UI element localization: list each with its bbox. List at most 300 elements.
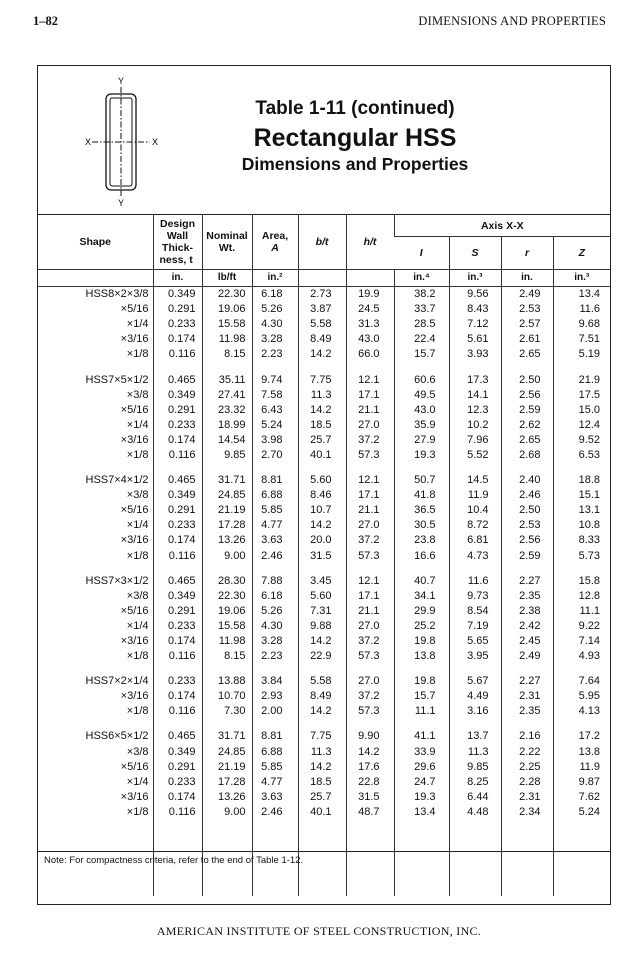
- table-row: [38, 745, 610, 760]
- cell-shape: ×5/16: [120, 303, 149, 316]
- cell-s: 5.61: [449, 332, 501, 347]
- cell-shape: ×3/8: [126, 589, 149, 602]
- cell-bt: 5.58: [298, 664, 346, 689]
- cell-ht: 27.0: [346, 518, 394, 533]
- cell-a: 2.46: [252, 549, 298, 564]
- cell-z: 18.8: [553, 463, 610, 488]
- table-row: [38, 760, 610, 775]
- cell-a: 3.84: [252, 664, 298, 689]
- cell-ht: 17.1: [346, 388, 394, 403]
- cell-s: 9.73: [449, 589, 501, 604]
- cell-t: 0.465: [153, 362, 202, 387]
- cell-i: 43.0: [394, 403, 449, 418]
- cell-wt: 22.30: [202, 589, 252, 604]
- table-row: [38, 619, 610, 634]
- table-row: [38, 518, 610, 533]
- cell-i: 38.2: [394, 287, 449, 303]
- cell-s: 12.3: [449, 403, 501, 418]
- cell-i: 19.3: [394, 448, 449, 463]
- cell-shape: HSS7×5×1/2: [85, 373, 149, 386]
- cell-bt: 8.49: [298, 689, 346, 704]
- cell-bt: 18.5: [298, 775, 346, 790]
- table-row: [38, 704, 610, 719]
- cell-i: 60.6: [394, 362, 449, 387]
- cell-bt: 5.60: [298, 589, 346, 604]
- cell-z: 15.1: [553, 488, 610, 503]
- cell-wt: 8.15: [202, 347, 252, 362]
- cell-i: 33.9: [394, 745, 449, 760]
- cell-shape: ×3/16: [120, 534, 149, 547]
- cell-a: 4.77: [252, 518, 298, 533]
- cell-wt: 8.15: [202, 649, 252, 664]
- cell-i: 27.9: [394, 433, 449, 448]
- cell-bt: 11.3: [298, 388, 346, 403]
- header-shape: Shape: [38, 215, 153, 270]
- cell-bt: 40.1: [298, 805, 346, 820]
- cell-a: 6.43: [252, 403, 298, 418]
- x-axis-label-left: X: [84, 137, 92, 147]
- cell-bt: 20.0: [298, 533, 346, 548]
- cell-r: 2.40: [501, 463, 553, 488]
- cell-z: 8.33: [553, 533, 610, 548]
- cell-wt: 14.54: [202, 433, 252, 448]
- cell-r: 2.22: [501, 745, 553, 760]
- cell-r: 2.59: [501, 403, 553, 418]
- cell-t: 0.233: [153, 775, 202, 790]
- cell-z: 10.8: [553, 518, 610, 533]
- cell-z: 12.8: [553, 589, 610, 604]
- cell-i: 25.2: [394, 619, 449, 634]
- cell-s: 4.48: [449, 805, 501, 820]
- page-footer: AMERICAN INSTITUTE OF STEEL CONSTRUCTION, INC.: [156, 924, 482, 938]
- cell-shape: ×5/16: [120, 760, 149, 773]
- cell-z: 9.52: [553, 433, 610, 448]
- cell-r: 2.68: [501, 448, 553, 463]
- cell-r: 2.35: [501, 589, 553, 604]
- cell-t: 0.233: [153, 518, 202, 533]
- cell-a: 6.88: [252, 488, 298, 503]
- table-row: [38, 302, 610, 317]
- cell-a: 2.46: [252, 805, 298, 820]
- cell-ht: 31.3: [346, 317, 394, 332]
- cell-t: 0.174: [153, 790, 202, 805]
- cell-shape: ×1/4: [126, 775, 149, 788]
- cell-a: 2.00: [252, 704, 298, 719]
- cell-a: 2.23: [252, 649, 298, 664]
- cell-i: 35.9: [394, 418, 449, 433]
- cell-t: 0.233: [153, 418, 202, 433]
- cell-i: 30.5: [394, 518, 449, 533]
- cell-s: 9.56: [449, 287, 501, 303]
- cell-z: 7.51: [553, 332, 610, 347]
- cell-z: 17.5: [553, 388, 610, 403]
- table-row: [38, 403, 610, 418]
- cell-s: 6.44: [449, 790, 501, 805]
- y-axis-label-bottom: Y: [117, 198, 125, 208]
- cell-wt: 9.85: [202, 448, 252, 463]
- cell-wt: 17.28: [202, 775, 252, 790]
- cell-shape: HSS7×4×1/2: [85, 474, 149, 487]
- cell-wt: 11.98: [202, 634, 252, 649]
- cell-bt: 14.2: [298, 403, 346, 418]
- cell-bt: 14.2: [298, 634, 346, 649]
- cell-r: 2.65: [501, 347, 553, 362]
- cell-z: 7.64: [553, 664, 610, 689]
- cell-s: 14.5: [449, 463, 501, 488]
- cell-i: 41.1: [394, 719, 449, 744]
- header-z: Z: [553, 237, 610, 270]
- cell-shape: ×5/16: [120, 403, 149, 416]
- cell-bt: 5.60: [298, 463, 346, 488]
- cell-s: 10.2: [449, 418, 501, 433]
- cell-a: 2.70: [252, 448, 298, 463]
- cell-r: 2.61: [501, 332, 553, 347]
- cell-z: 15.8: [553, 564, 610, 589]
- cell-wt: 27.41: [202, 388, 252, 403]
- cell-bt: 9.88: [298, 619, 346, 634]
- cell-s: 11.3: [449, 745, 501, 760]
- cell-a: 6.18: [252, 589, 298, 604]
- table-row: [38, 604, 610, 619]
- cell-a: 2.93: [252, 689, 298, 704]
- cell-r: 2.34: [501, 805, 553, 820]
- cell-ht: 37.2: [346, 433, 394, 448]
- cell-i: 36.5: [394, 503, 449, 518]
- cell-bt: 8.46: [298, 488, 346, 503]
- cell-a: 5.24: [252, 418, 298, 433]
- cell-ht: 21.1: [346, 403, 394, 418]
- cell-a: 7.88: [252, 564, 298, 589]
- cell-z: 7.62: [553, 790, 610, 805]
- cell-s: 3.95: [449, 649, 501, 664]
- cell-wt: 9.00: [202, 805, 252, 820]
- cell-a: 9.74: [252, 362, 298, 387]
- cell-z: 6.53: [553, 448, 610, 463]
- cell-z: 5.73: [553, 549, 610, 564]
- cell-z: 13.1: [553, 503, 610, 518]
- cell-ht: 37.2: [346, 634, 394, 649]
- header-s: S: [449, 237, 501, 270]
- unit-area: in.²: [252, 270, 298, 287]
- cell-a: 5.85: [252, 760, 298, 775]
- cell-i: 41.8: [394, 488, 449, 503]
- cell-wt: 31.71: [202, 719, 252, 744]
- table-row: [38, 488, 610, 503]
- cell-ht: 12.1: [346, 564, 394, 589]
- cell-ht: 31.5: [346, 790, 394, 805]
- header-i: I: [419, 247, 423, 259]
- cell-shape: ×1/8: [126, 650, 149, 663]
- table-subtitle: Dimensions and Properties: [241, 154, 469, 174]
- cell-ht: 48.7: [346, 805, 394, 820]
- cell-t: 0.349: [153, 589, 202, 604]
- cell-t: 0.233: [153, 619, 202, 634]
- cell-i: 19.8: [394, 634, 449, 649]
- cell-r: 2.38: [501, 604, 553, 619]
- header-area: Area, A: [252, 215, 298, 270]
- cell-bt: 22.9: [298, 649, 346, 664]
- cell-wt: 17.28: [202, 518, 252, 533]
- cell-s: 10.4: [449, 503, 501, 518]
- cell-wt: 15.58: [202, 317, 252, 332]
- cell-ht: 57.3: [346, 649, 394, 664]
- cell-z: 5.19: [553, 347, 610, 362]
- cell-s: 3.93: [449, 347, 501, 362]
- cell-i: 33.7: [394, 302, 449, 317]
- cell-ht: 57.3: [346, 549, 394, 564]
- cell-t: 0.174: [153, 433, 202, 448]
- table-frame: [37, 65, 611, 905]
- cell-s: 9.85: [449, 760, 501, 775]
- cell-t: 0.116: [153, 448, 202, 463]
- cell-a: 3.63: [252, 533, 298, 548]
- cell-ht: 43.0: [346, 332, 394, 347]
- cell-ht: 21.1: [346, 604, 394, 619]
- table-row: [38, 805, 610, 820]
- cell-t: 0.174: [153, 689, 202, 704]
- cell-shape: ×3/16: [120, 333, 149, 346]
- table-row: [38, 634, 610, 649]
- cell-z: 9.22: [553, 619, 610, 634]
- cell-t: 0.349: [153, 488, 202, 503]
- cell-r: 2.16: [501, 719, 553, 744]
- section-heading: DIMENSIONS AND PROPERTIES: [418, 14, 606, 28]
- table-row: [38, 719, 610, 744]
- cell-z: 5.95: [553, 689, 610, 704]
- cell-s: 8.54: [449, 604, 501, 619]
- table-row: [38, 664, 610, 689]
- cell-bt: 8.49: [298, 332, 346, 347]
- cell-r: 2.50: [501, 362, 553, 387]
- cell-i: 15.7: [394, 689, 449, 704]
- cell-a: 8.81: [252, 463, 298, 488]
- cell-wt: 23.32: [202, 403, 252, 418]
- cell-t: 0.174: [153, 332, 202, 347]
- cell-shape: ×1/4: [126, 519, 149, 532]
- cell-ht: 27.0: [346, 418, 394, 433]
- table-row: [38, 564, 610, 589]
- table-row: [38, 790, 610, 805]
- cell-a: 4.77: [252, 775, 298, 790]
- cell-wt: 19.06: [202, 302, 252, 317]
- cell-t: 0.174: [153, 634, 202, 649]
- cell-ht: 19.9: [346, 287, 394, 303]
- cell-i: 11.1: [394, 704, 449, 719]
- cell-i: 28.5: [394, 317, 449, 332]
- cell-shape: ×3/16: [120, 433, 149, 446]
- cell-r: 2.27: [501, 564, 553, 589]
- cell-wt: 35.11: [202, 362, 252, 387]
- cell-a: 4.30: [252, 317, 298, 332]
- cell-bt: 7.75: [298, 719, 346, 744]
- table-row: [38, 347, 610, 362]
- cell-t: 0.349: [153, 287, 202, 303]
- cell-t: 0.174: [153, 533, 202, 548]
- cell-z: 15.0: [553, 403, 610, 418]
- cell-bt: 40.1: [298, 448, 346, 463]
- cell-s: 7.12: [449, 317, 501, 332]
- cell-s: 3.16: [449, 704, 501, 719]
- cell-r: 2.62: [501, 418, 553, 433]
- cell-i: 34.1: [394, 589, 449, 604]
- table-row: [38, 689, 610, 704]
- cell-shape: ×3/8: [126, 745, 149, 758]
- cell-i: 16.6: [394, 549, 449, 564]
- cell-i: 29.6: [394, 760, 449, 775]
- table-row: [38, 503, 610, 518]
- cell-wt: 31.71: [202, 463, 252, 488]
- table-row: [38, 418, 610, 433]
- cell-shape: ×1/8: [126, 448, 149, 461]
- cell-t: 0.291: [153, 503, 202, 518]
- cell-i: 40.7: [394, 564, 449, 589]
- cell-ht: 17.1: [346, 488, 394, 503]
- cell-z: 13.8: [553, 745, 610, 760]
- cell-wt: 18.99: [202, 418, 252, 433]
- cell-z: 4.13: [553, 704, 610, 719]
- cell-s: 8.25: [449, 775, 501, 790]
- cell-shape: ×3/8: [126, 489, 149, 502]
- cell-t: 0.116: [153, 347, 202, 362]
- cell-r: 2.31: [501, 790, 553, 805]
- table-row: [38, 589, 610, 604]
- cell-bt: 2.73: [298, 287, 346, 303]
- cell-shape: ×1/4: [126, 318, 149, 331]
- cell-ht: 12.1: [346, 362, 394, 387]
- cell-bt: 31.5: [298, 549, 346, 564]
- cell-ht: 66.0: [346, 347, 394, 362]
- cell-bt: 7.75: [298, 362, 346, 387]
- cell-shape: ×5/16: [120, 504, 149, 517]
- cell-wt: 13.26: [202, 790, 252, 805]
- cell-shape: ×1/8: [126, 549, 149, 562]
- cell-i: 19.3: [394, 790, 449, 805]
- cell-bt: 3.45: [298, 564, 346, 589]
- cell-shape: ×1/4: [126, 619, 149, 632]
- cell-t: 0.116: [153, 704, 202, 719]
- cell-bt: 3.87: [298, 302, 346, 317]
- cell-ht: 57.3: [346, 704, 394, 719]
- cell-t: 0.349: [153, 745, 202, 760]
- cell-z: 4.93: [553, 649, 610, 664]
- cell-bt: 18.5: [298, 418, 346, 433]
- cell-i: 19.8: [394, 664, 449, 689]
- cell-ht: 14.2: [346, 745, 394, 760]
- cell-t: 0.291: [153, 760, 202, 775]
- cell-shape: HSS6×5×1/2: [85, 730, 149, 743]
- cell-bt: 7.31: [298, 604, 346, 619]
- table-number: Table 1-11 (continued): [255, 98, 455, 119]
- table-body: [38, 287, 610, 897]
- cell-wt: 7.30: [202, 704, 252, 719]
- cell-wt: 28.30: [202, 564, 252, 589]
- cell-shape: ×3/8: [126, 388, 149, 401]
- cell-bt: 10.7: [298, 503, 346, 518]
- cell-z: 21.9: [553, 362, 610, 387]
- cell-s: 5.65: [449, 634, 501, 649]
- cell-i: 15.7: [394, 347, 449, 362]
- cell-z: 5.24: [553, 805, 610, 820]
- cell-shape: ×1/8: [126, 705, 149, 718]
- cell-t: 0.349: [153, 388, 202, 403]
- cell-a: 8.81: [252, 719, 298, 744]
- cell-shape: ×1/4: [126, 418, 149, 431]
- cell-a: 5.26: [252, 604, 298, 619]
- cell-bt: 25.7: [298, 433, 346, 448]
- cell-bt: 11.3: [298, 745, 346, 760]
- cell-r: 2.49: [501, 287, 553, 303]
- table-row: [38, 649, 610, 664]
- cell-z: 11.1: [553, 604, 610, 619]
- cell-wt: 15.58: [202, 619, 252, 634]
- cell-r: 2.46: [501, 488, 553, 503]
- cell-t: 0.116: [153, 549, 202, 564]
- cell-t: 0.465: [153, 719, 202, 744]
- cell-t: 0.233: [153, 317, 202, 332]
- cell-wt: 13.88: [202, 664, 252, 689]
- cell-r: 2.28: [501, 775, 553, 790]
- cell-r: 2.35: [501, 704, 553, 719]
- cell-a: 3.28: [252, 634, 298, 649]
- cell-wt: 13.26: [202, 533, 252, 548]
- unit-weight: lb/ft: [202, 270, 252, 287]
- unit-shape: [38, 270, 153, 287]
- cell-ht: 27.0: [346, 619, 394, 634]
- cell-ht: 17.1: [346, 589, 394, 604]
- unit-b-t: [298, 270, 346, 287]
- cell-r: 2.49: [501, 649, 553, 664]
- cell-r: 2.57: [501, 317, 553, 332]
- cell-i: 23.8: [394, 533, 449, 548]
- table-row: [38, 775, 610, 790]
- header-b-t: b/t: [298, 215, 346, 270]
- unit-h-t: [346, 270, 394, 287]
- cell-wt: 24.85: [202, 745, 252, 760]
- cell-s: 17.3: [449, 362, 501, 387]
- cell-s: 7.19: [449, 619, 501, 634]
- cell-ht: 22.8: [346, 775, 394, 790]
- table-row: [38, 549, 610, 564]
- cell-shape: HSS7×3×1/2: [85, 574, 149, 587]
- cell-wt: 9.00: [202, 549, 252, 564]
- cell-s: 7.96: [449, 433, 501, 448]
- cell-wt: 24.85: [202, 488, 252, 503]
- cell-t: 0.233: [153, 664, 202, 689]
- cell-i: 13.4: [394, 805, 449, 820]
- cell-wt: 22.30: [202, 287, 252, 303]
- cell-shape: ×3/16: [120, 635, 149, 648]
- cell-bt: 14.2: [298, 518, 346, 533]
- cell-i: 29.9: [394, 604, 449, 619]
- cell-bt: 5.58: [298, 317, 346, 332]
- cell-z: 7.14: [553, 634, 610, 649]
- cell-i: 13.8: [394, 649, 449, 664]
- cell-wt: 10.70: [202, 689, 252, 704]
- cell-ht: 12.1: [346, 463, 394, 488]
- cell-shape: ×1/8: [126, 805, 149, 818]
- cell-shape: ×1/8: [126, 348, 149, 361]
- cell-a: 2.23: [252, 347, 298, 362]
- cell-z: 13.4: [553, 287, 610, 303]
- cell-r: 2.56: [501, 388, 553, 403]
- cell-t: 0.291: [153, 403, 202, 418]
- cell-r: 2.65: [501, 433, 553, 448]
- cell-r: 2.53: [501, 518, 553, 533]
- cell-a: 3.98: [252, 433, 298, 448]
- unit-i: in.⁴: [394, 270, 449, 287]
- cell-s: 8.43: [449, 302, 501, 317]
- table-row: [38, 533, 610, 548]
